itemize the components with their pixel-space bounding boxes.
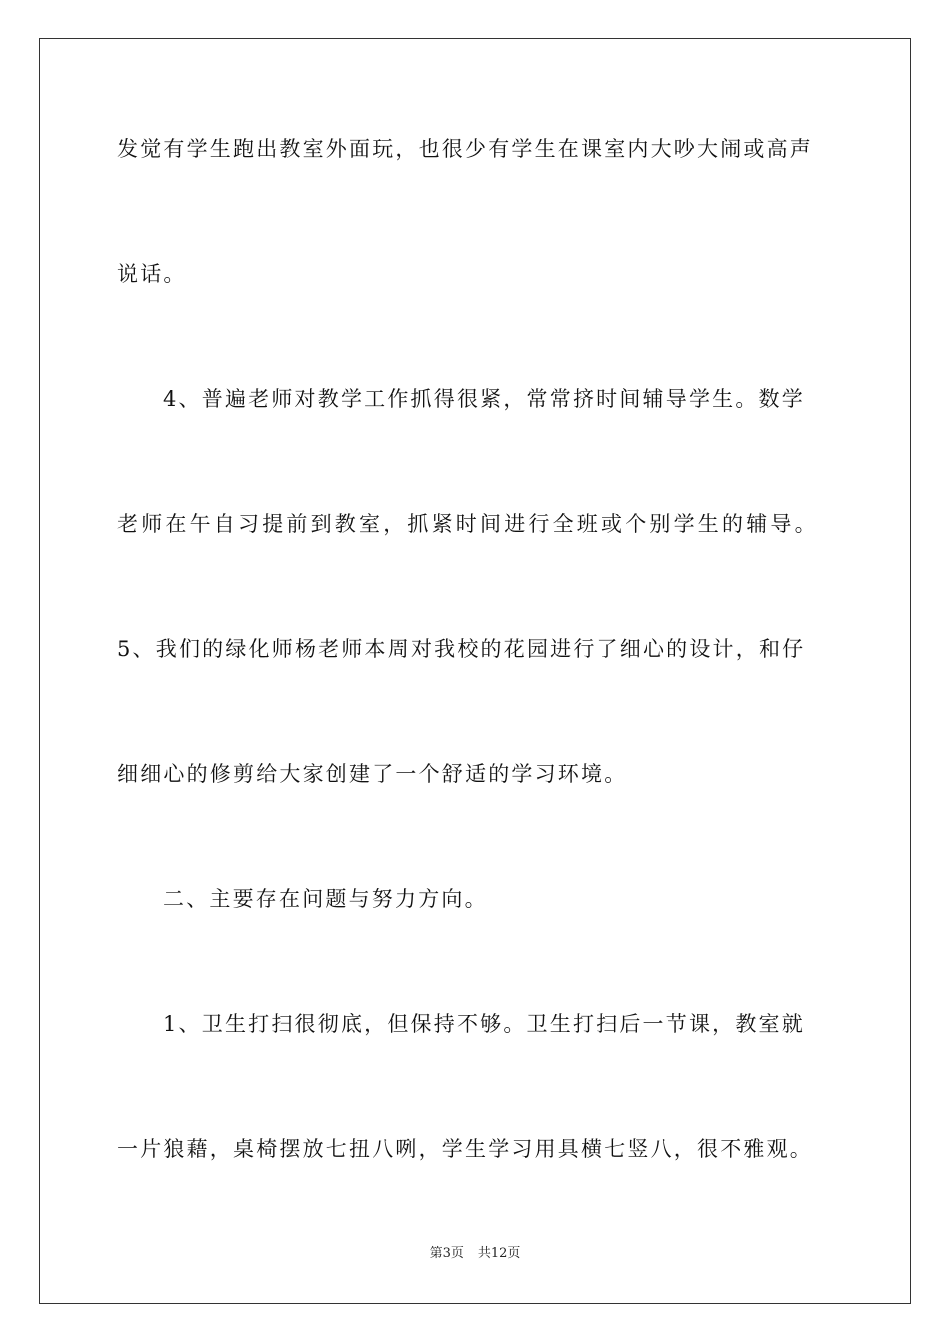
text-line-9: 一片狼藉，桌椅摆放七扭八咧，学生学习用具横七竖八，很不雅观。 (117, 1137, 813, 1161)
text-line-5: 5、我们的绿化师杨老师本周对我校的花园进行了细心的设计，和仔 (117, 637, 806, 661)
text-line-1: 发觉有学生跑出教室外面玩，也很少有学生在课室内大吵大闹或高声 (117, 137, 813, 161)
text-line-2: 说话。 (117, 262, 187, 286)
page-footer (0, 1245, 950, 1263)
text-line-3: 4、普遍老师对教学工作抓得很紧，常常挤时间辅导学生。数学 (163, 387, 805, 411)
text-line-4: 老师在午自习提前到教室，抓紧时间进行全班或个别学生的辅导。 (117, 512, 819, 536)
page-number: 第3页 (429, 1246, 464, 1261)
section-heading: 二、主要存在问题与努力方向。 (163, 887, 488, 911)
text-line-6: 细细心的修剪给大家创建了一个舒适的学习环境。 (117, 762, 628, 786)
page-border (39, 38, 911, 1304)
text-line-8: 1、卫生打扫很彻底，但保持不够。卫生打扫后一节课，教室就 (163, 1012, 805, 1036)
total-pages: 共12页 (477, 1246, 521, 1261)
